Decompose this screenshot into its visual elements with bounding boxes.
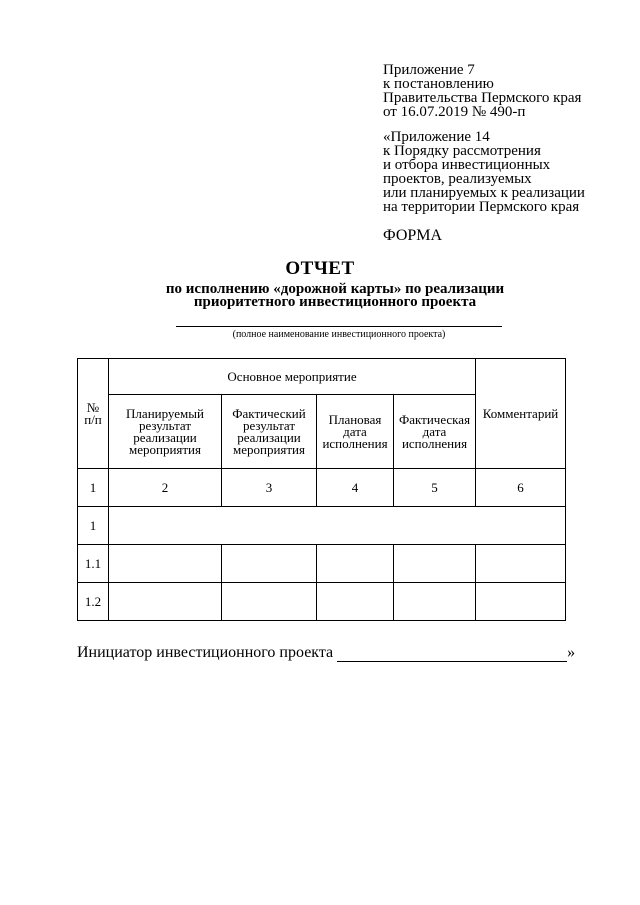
annex-line: к постановлению [383,76,494,92]
row-number: 1 [78,507,109,545]
annex-line: Приложение 7 [383,62,475,78]
table-cell[interactable] [222,545,317,583]
numbering-cell: 5 [394,469,476,507]
subtitle-line: по исполнению «дорожной карты» по реализации [165,281,505,297]
row-number: 1.1 [78,545,109,583]
row-merged-cell[interactable] [109,507,566,545]
annex2-line: к Порядку рассмотрения [383,143,541,159]
header-main-activity: Основное мероприятие [109,359,476,395]
annex2-line: или планируемых к реализации [383,185,585,201]
table-cell[interactable] [109,545,222,583]
table-cell[interactable] [109,583,222,621]
table-row [78,507,566,545]
header-number: № п/п [78,359,109,469]
annex2-line: проектов, реализуемых [383,171,532,187]
header-planned-date: Плановая дата исполнения [317,395,394,469]
table-cell[interactable] [317,545,394,583]
table-cell[interactable] [476,583,566,621]
header-comment: Комментарий [476,359,566,469]
table-row [78,583,566,621]
table-cell[interactable] [222,583,317,621]
table-cell[interactable] [476,545,566,583]
annex-line: Правительства Пермского края [383,90,582,106]
document-title: ОТЧЕТ [285,258,355,279]
initiator-signature-line[interactable] [337,647,567,662]
annex2-line: «Приложение 14 [383,129,490,145]
annex2-line: и отбора инвестиционных [383,157,551,173]
row-number: 1.2 [78,583,109,621]
report-table [77,358,566,621]
annex-line: от 16.07.2019 № 490-п [383,104,526,120]
initiator-label: Инициатор инвестиционного проекта [77,644,334,661]
project-name-caption: (полное наименование инвестиционного проекта) [232,329,446,340]
table-cell[interactable] [394,545,476,583]
table-cell[interactable] [317,583,394,621]
header-actual-date: Фактическая дата исполнения [394,395,476,469]
header-actual-result: Фактический результат реализации мероприятия [222,395,317,469]
numbering-cell: 1 [78,469,109,507]
annex-procedure-reference [383,130,585,214]
project-name-line[interactable] [176,326,502,327]
numbering-row [78,469,566,507]
subtitle-line: приоритетного инвестиционного проекта [193,294,477,310]
initiator-signature [77,644,575,662]
annex2-line: на территории Пермского края [383,199,580,215]
form-label: ФОРМА [383,227,443,244]
numbering-cell: 4 [317,469,394,507]
numbering-cell: 6 [476,469,566,507]
closing-quote: » [567,644,576,661]
document-subtitle [150,283,520,309]
header-planned-result: Планируемый результат реализации мероприятия [109,395,222,469]
numbering-cell: 2 [109,469,222,507]
annex-reference [383,63,581,119]
table-row [78,545,566,583]
table-cell[interactable] [394,583,476,621]
numbering-cell: 3 [222,469,317,507]
